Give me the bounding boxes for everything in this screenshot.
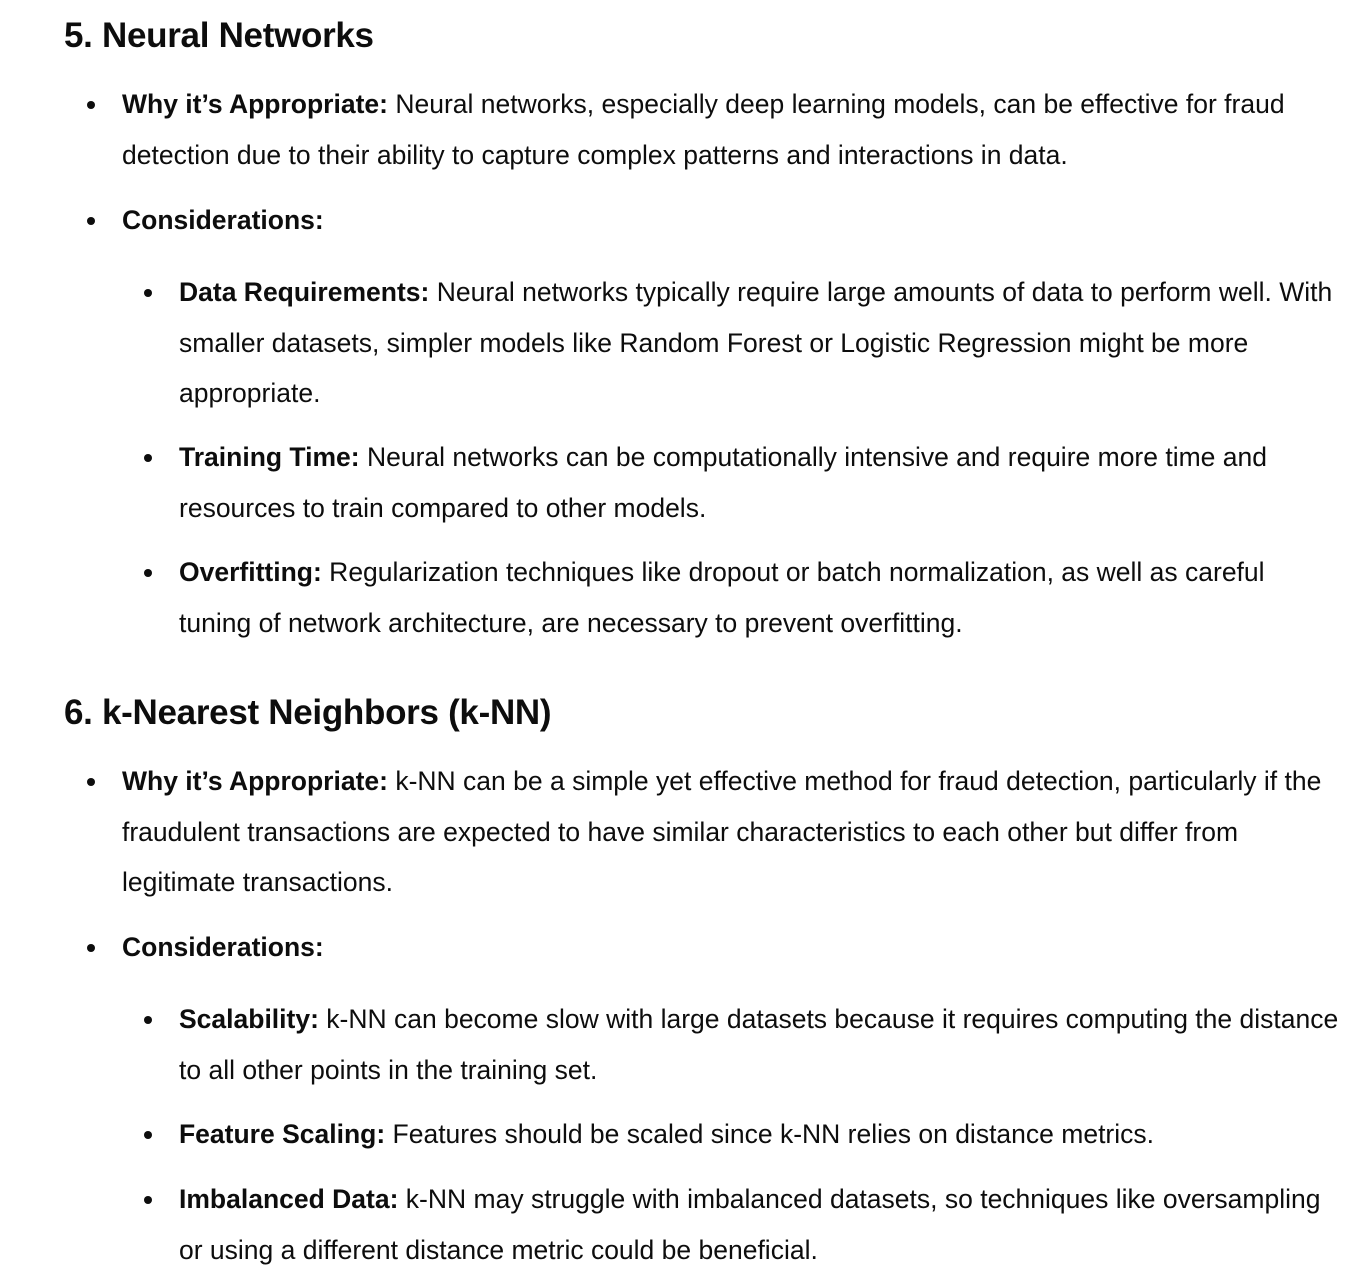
bullet-icon: [144, 1016, 152, 1024]
bullet-icon: [144, 569, 152, 577]
item-label: Why it’s Appropriate:: [122, 766, 388, 796]
list-item-why-appropriate: [122, 756, 1342, 908]
item-label: Training Time:: [179, 442, 360, 472]
sub-item-imbalanced-data: [179, 1174, 1344, 1275]
sub-item-feature-scaling: [179, 1109, 1344, 1160]
section-heading-knn: 6. k-Nearest Neighbors (k-NN): [64, 693, 552, 732]
item-text: Features should be scaled since k-NN relies on distance metrics.: [385, 1119, 1155, 1149]
item-label: Imbalanced Data:: [179, 1184, 399, 1214]
item-label: Overfitting:: [179, 557, 322, 587]
bullet-icon: [144, 454, 152, 462]
item-label: Considerations:: [122, 205, 324, 235]
item-text: Neural networks, especially deep learning models, can be effective for fraud detection due to their ability to capture complex patterns and interactions in data.: [122, 89, 1285, 170]
item-text: k-NN can be a simple yet effective method for fraud detection, particularly if the fraudulent transactions are expected to have similar characteristics to each other but differ from legitimate transactions.: [122, 766, 1322, 897]
sub-item-scalability: [179, 994, 1344, 1095]
item-text: k-NN can become slow with large datasets because it requires computing the distance to all other points in the training set.: [179, 1004, 1339, 1085]
sub-item-overfitting: [179, 547, 1344, 648]
item-text: Regularization techniques like dropout or batch normalization, as well as careful tuning of network architecture, are necessary to prevent overfitting.: [179, 557, 1265, 638]
bullet-icon: [144, 1131, 152, 1139]
item-text: Neural networks can be computationally intensive and require more time and resources to train compared to other models.: [179, 442, 1267, 523]
bullet-icon: [87, 217, 95, 225]
bullet-icon: [144, 1196, 152, 1204]
bullet-icon: [87, 778, 95, 786]
sub-item-training-time: [179, 432, 1344, 533]
item-label: Why it’s Appropriate:: [122, 89, 388, 119]
list-item-considerations: [122, 922, 1342, 973]
item-label: Scalability:: [179, 1004, 319, 1034]
bullet-icon: [87, 101, 95, 109]
item-label: Data Requirements:: [179, 277, 430, 307]
bullet-icon: [144, 289, 152, 297]
bullet-icon: [87, 944, 95, 952]
sub-item-data-requirements: [179, 267, 1344, 419]
item-text: Neural networks typically require large amounts of data to perform well. With smaller datasets, simpler models like Random Forest or Logistic Regression might be more appropriate.: [179, 277, 1333, 408]
section-heading-neural-networks: 5. Neural Networks: [64, 16, 374, 55]
item-label: Considerations:: [122, 932, 324, 962]
item-text: k-NN may struggle with imbalanced datasets, so techniques like oversampling or using a different distance metric could be beneficial.: [179, 1184, 1321, 1265]
list-item-considerations: [122, 195, 1342, 246]
list-item-why-appropriate: [122, 79, 1342, 180]
item-label: Feature Scaling:: [179, 1119, 386, 1149]
